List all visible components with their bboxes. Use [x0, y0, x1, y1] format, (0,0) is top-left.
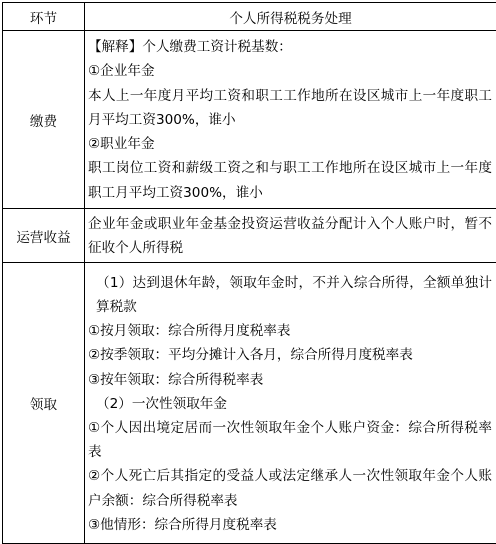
text-line: 职工岗位工资和薪级工资之和与职工工作地所在设区城市上一年度职工月平均工资300%，谁小	[88, 156, 492, 204]
text-line: 企业年金或职业年金基金投资运营收益分配计入个人账户时，暂不征收个人所得税	[88, 212, 492, 260]
table-row	[3, 31, 496, 209]
text-line: ②职业年金	[88, 132, 492, 156]
text-line: ①企业年金	[88, 59, 492, 83]
table-header-row	[3, 3, 496, 31]
tax-treatment-table	[2, 2, 496, 544]
stage-cell-withdrawal: 领取	[3, 263, 85, 544]
text-line: ③按年领取：综合所得税率表	[88, 368, 492, 392]
treatment-cell-investment-income	[85, 209, 496, 263]
text-line: ②按季领取：平均分摊计入各月，综合所得月度税率表	[88, 343, 492, 367]
stage-cell-investment-income: 运营收益	[3, 209, 85, 263]
table-row	[3, 263, 496, 544]
text-line: 本人上一年度月平均工资和职工工作地所在设区城市上一年度职工月平均工资300%，谁小	[88, 84, 492, 132]
header-tax-treatment: 个人所得税税务处理	[85, 3, 496, 31]
treatment-cell-contribution	[85, 31, 496, 209]
stage-cell-contribution: 缴费	[3, 31, 85, 209]
text-line: （2）一次性领取年金	[88, 392, 492, 416]
text-line: 【解释】个人缴费工资计税基数：	[88, 35, 492, 59]
treatment-cell-withdrawal	[85, 263, 496, 544]
text-line: ①个人因出境定居而一次性领取年金个人账户资金：综合所得税率表	[88, 416, 492, 464]
text-line: ①按月领取：综合所得月度税率表	[88, 319, 492, 343]
text-line: ③他情形：综合所得月度税率表	[88, 513, 492, 537]
text-line: ②个人死亡后其指定的受益人或法定继承人一次性领取年金个人账户余额：综合所得税率表	[88, 464, 492, 512]
header-stage: 环节	[3, 3, 85, 31]
table-row	[3, 209, 496, 263]
text-line: （1）达到退休年龄，领取年金时，不并入综合所得，全额单独计算税款	[88, 271, 492, 319]
